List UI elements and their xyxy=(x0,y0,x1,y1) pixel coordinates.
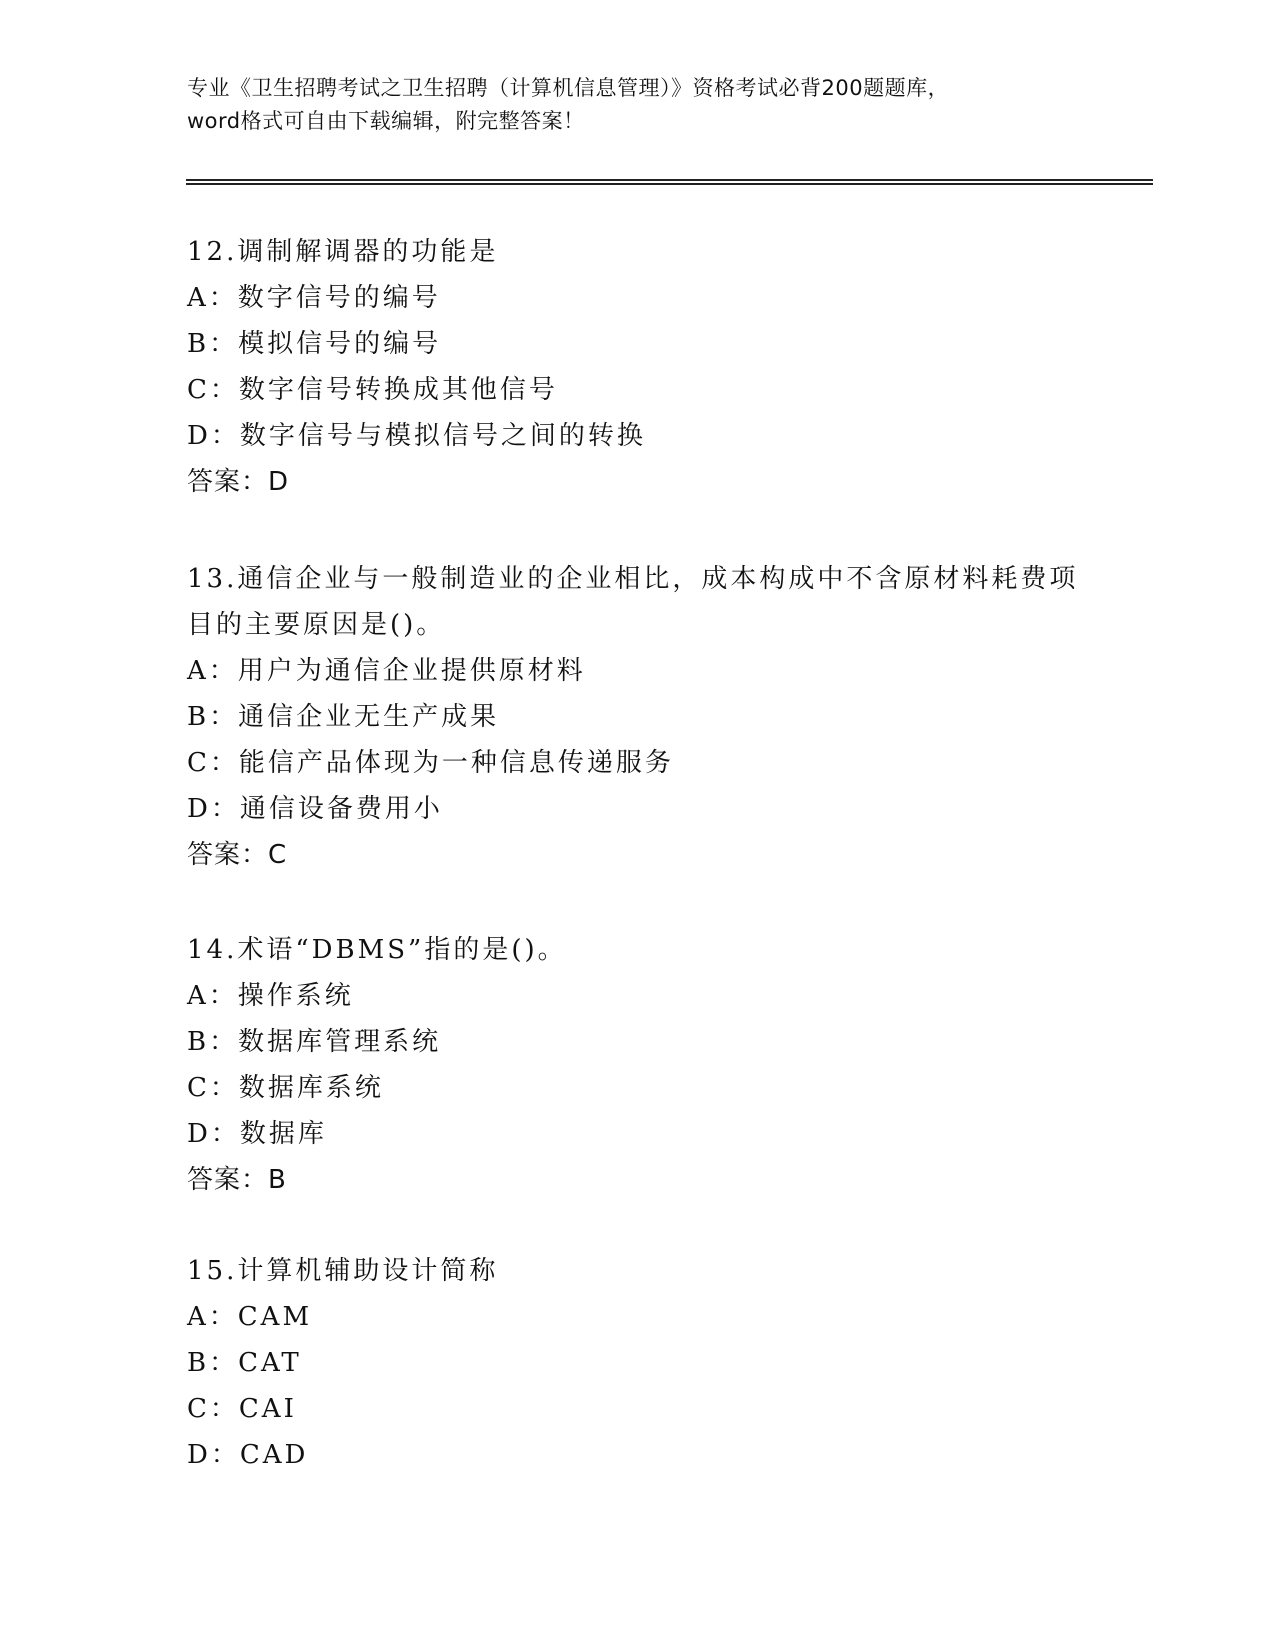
option-b: B：通信企业无生产成果 xyxy=(187,702,500,732)
question-stem: 15.计算机辅助设计简称 xyxy=(187,1256,499,1286)
option-d: D：通信设备费用小 xyxy=(187,794,443,824)
option-d: D：数据库 xyxy=(187,1119,327,1149)
question-stem-continued: 目的主要原因是()。 xyxy=(187,610,446,640)
question-13 xyxy=(187,556,1087,878)
option-b: B：CAT xyxy=(187,1348,302,1378)
question-stem: 12.调制解调器的功能是 xyxy=(187,237,499,267)
question-14 xyxy=(187,927,1087,1203)
question-12 xyxy=(187,229,1087,505)
option-b: B：模拟信号的编号 xyxy=(187,329,442,359)
header-line-2: word格式可自由下载编辑，附完整答案！ xyxy=(187,109,585,133)
answer-line: 答案：B xyxy=(187,1165,287,1195)
header-divider-top xyxy=(186,179,1153,181)
option-c: C：数据库系统 xyxy=(187,1073,384,1103)
header-line-1: 专业《卫生招聘考试之卫生招聘（计算机信息管理）》资格考试必背200题题库， xyxy=(187,76,950,100)
answer-line: 答案：C xyxy=(187,840,288,870)
option-d: D：数字信号与模拟信号之间的转换 xyxy=(187,421,646,451)
option-a: A：操作系统 xyxy=(187,981,354,1011)
option-b: B：数据库管理系统 xyxy=(187,1027,442,1057)
document-header xyxy=(187,72,1087,138)
question-stem: 13.通信企业与一般制造业的企业相比，成本构成中不含原材料耗费项 xyxy=(187,564,1079,594)
option-c: C：数字信号转换成其他信号 xyxy=(187,375,558,405)
option-a: A：用户为通信企业提供原材料 xyxy=(187,656,586,686)
option-a: A：CAM xyxy=(187,1302,313,1332)
option-c: C：CAI xyxy=(187,1394,297,1424)
question-15 xyxy=(187,1248,1087,1478)
header-divider-bottom xyxy=(186,183,1153,185)
option-d: D：CAD xyxy=(187,1440,309,1470)
option-a: A：数字信号的编号 xyxy=(187,283,441,313)
question-stem: 14.术语“DBMS”指的是()。 xyxy=(187,935,567,965)
option-c: C：能信产品体现为一种信息传递服务 xyxy=(187,748,674,778)
answer-line: 答案：D xyxy=(187,467,290,497)
